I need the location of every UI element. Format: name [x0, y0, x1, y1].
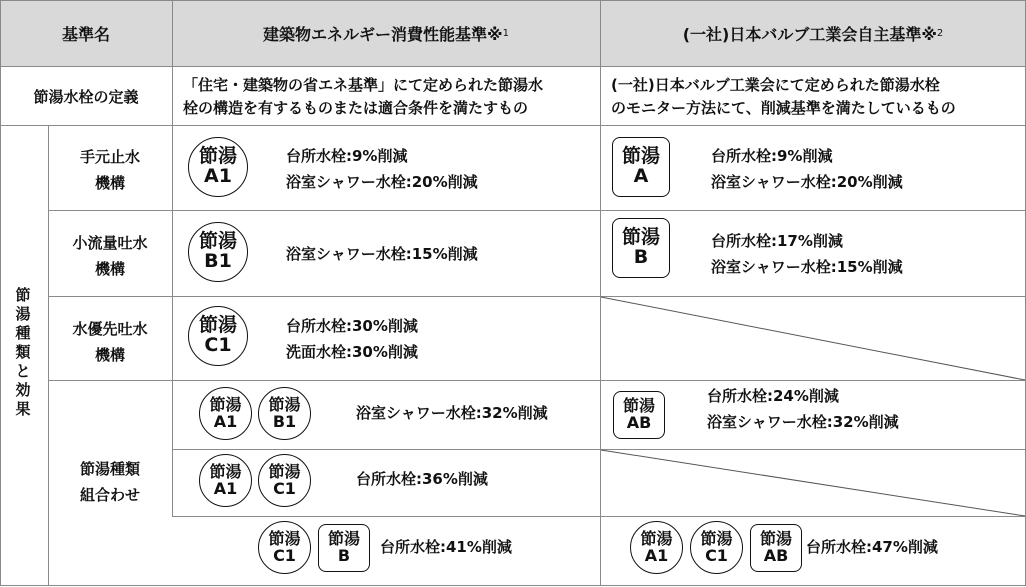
row2-col2-effect1: 浴室シャワー水栓:15%削減 — [286, 245, 478, 263]
diagonal-row3 — [601, 297, 1025, 380]
row1-col3-effect2: 浴室シャワー水栓:20%削減 — [711, 173, 903, 191]
definition-col3-line2: のモニター方法にて、削減基準を満たしているもの — [611, 99, 956, 117]
combo1-col3-effect2: 浴室シャワー水栓:32%削減 — [707, 413, 899, 431]
row2-col3-effect2: 浴室シャワー水栓:15%削減 — [711, 258, 903, 276]
combo2-col2-effect: 台所水栓:36%削減 — [356, 470, 488, 488]
side-label: 節湯種類と効果 — [15, 286, 31, 418]
badge-A1: 節湯 A1 — [199, 387, 252, 440]
combo-label-line2: 組合わせ — [79, 486, 140, 504]
badge-A1: 節湯 A1 — [199, 454, 252, 507]
combo1-col3-effect1: 台所水栓:24%削減 — [707, 387, 839, 405]
badge-B: 節湯 B — [612, 218, 670, 278]
row3-col2-effect1: 台所水栓:30%削減 — [286, 317, 418, 335]
definition-col2-line1: 「住宅・建築物の省エネ基準」にて定められた節湯水 — [183, 76, 544, 94]
badge-AB: 節湯 AB — [613, 391, 665, 439]
header-valve-standard: (一社)日本バルブ工業会自主基準※ 2 — [682, 24, 944, 44]
badge-C1: 節湯 C1 — [690, 521, 743, 574]
badge-A1: 節湯 A1 — [188, 137, 248, 197]
badge-C1: 節湯 C1 — [258, 454, 311, 507]
row3-label-line1: 水優先吐水 — [72, 320, 148, 338]
badge-C1: 節湯 C1 — [188, 306, 248, 366]
badge-B1: 節湯 B1 — [188, 222, 248, 282]
row2-label-line1: 小流量吐水 — [72, 234, 148, 252]
row1-col3-effect1: 台所水栓:9%削減 — [711, 147, 833, 165]
row1-col2-effect1: 台所水栓:9%削減 — [286, 147, 408, 165]
row2-label-line2: 機構 — [94, 260, 125, 278]
row1-label-line2: 機構 — [94, 174, 125, 192]
header-building-standard: 建築物エネルギー消費性能基準※ 1 — [263, 24, 509, 44]
row2-col3-effect1: 台所水栓:17%削減 — [711, 232, 843, 250]
row1-col2-effect2: 浴室シャワー水栓:20%削減 — [286, 173, 478, 191]
row1-label-line1: 手元止水 — [79, 148, 140, 166]
badge-A: 節湯 A — [612, 137, 670, 197]
badge-C1: 節湯 C1 — [258, 521, 311, 574]
badge-A1: 節湯 A1 — [630, 521, 683, 574]
definition-label: 節湯水栓の定義 — [33, 88, 139, 106]
badge-AB: 節湯 AB — [750, 524, 802, 572]
definition-col3-line1: (一社)日本バルブ工業会にて定められた節湯水栓 — [611, 76, 940, 94]
combo-label-line1: 節湯種類 — [79, 460, 140, 478]
header-standard-name: 基準名 — [61, 24, 110, 44]
row3-label-line2: 機構 — [94, 346, 125, 364]
definition-col2-line2: 栓の構造を有するものまたは適合条件を満たすもの — [183, 99, 529, 117]
combo1-col2-effect: 浴室シャワー水栓:32%削減 — [356, 404, 548, 422]
badge-B1: 節湯 B1 — [258, 387, 311, 440]
combo3-col3-effect: 台所水栓:47%削減 — [806, 538, 938, 556]
row3-col2-effect2: 洗面水栓:30%削減 — [286, 343, 418, 361]
combo3-col2-effect: 台所水栓:41%削減 — [380, 538, 512, 556]
badge-B: 節湯 B — [318, 524, 370, 572]
diagonal-combo2 — [601, 450, 1025, 516]
